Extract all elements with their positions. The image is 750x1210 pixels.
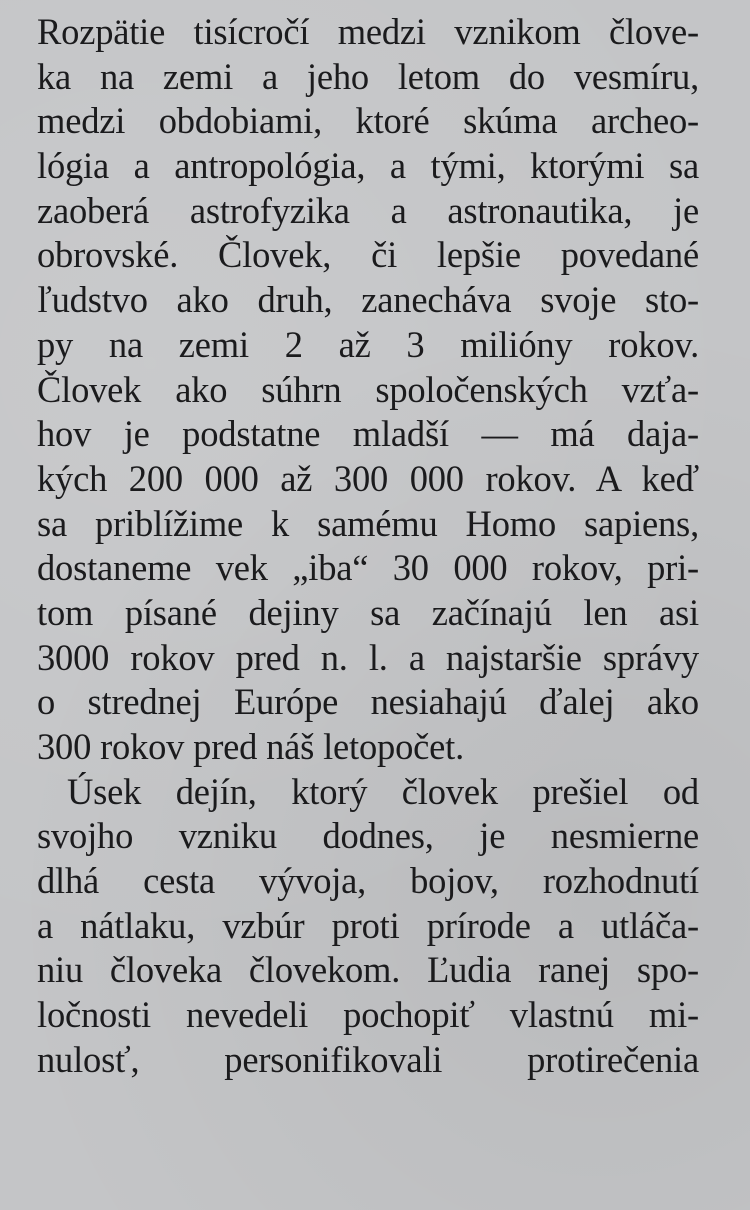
- text-line: ľudstvo ako druh, zanecháva svoje sto-: [37, 279, 699, 321]
- text-line: kých 200 000 až 300 000 rokov. A keď: [37, 457, 699, 499]
- text-line: a nátlaku, vzbúr proti prírode a utláča-: [37, 904, 699, 946]
- text-line: py na zemi 2 až 3 milióny rokov.: [37, 323, 699, 365]
- text-line: nulosť, personifikovali protirečenia: [37, 1038, 699, 1080]
- text-line: obrovské. Človek, či lepšie povedané: [37, 234, 699, 276]
- text-line: lógia a antropológia, a tými, ktorými sa: [37, 145, 699, 187]
- text-line: Človek ako súhrn spoločenských vzťa-: [37, 368, 699, 410]
- text-line: ločnosti nevedeli pochopiť vlastnú mi-: [37, 994, 699, 1036]
- body-text: [37, 10, 699, 1083]
- paragraph-1: [37, 10, 699, 770]
- text-line: ka na zemi a jeho letom do vesmíru,: [37, 55, 699, 97]
- text-line: svojho vzniku dodnes, je nesmierne: [37, 815, 699, 857]
- text-line: Úsek dejín, ktorý človek prešiel od: [67, 770, 699, 812]
- text-line: sa priblížime k samému Homo sapiens,: [37, 502, 699, 544]
- text-line: o strednej Európe nesiahajú ďalej ako: [37, 681, 699, 723]
- text-line: 300 rokov pred náš letopočet.: [37, 726, 465, 767]
- text-line: 3000 rokov pred n. l. a najstaršie správy: [37, 636, 699, 678]
- text-line: hov je podstatne mladší — má daja-: [37, 413, 699, 455]
- text-line: dlhá cesta vývoja, bojov, rozhodnutí: [37, 860, 699, 902]
- paragraph-2: [37, 770, 699, 1083]
- text-line: zaoberá astrofyzika a astronautika, je: [37, 189, 699, 231]
- text-line: tom písané dejiny sa začínajú len asi: [37, 591, 699, 633]
- text-line: niu človeka človekom. Ľudia ranej spo-: [37, 949, 699, 991]
- text-line: dostaneme vek „iba“ 30 000 rokov, pri-: [37, 547, 699, 589]
- text-line: Rozpätie tisícročí medzi vznikom člove-: [37, 11, 699, 52]
- text-line: medzi obdobiami, ktoré skúma archeo-: [37, 100, 699, 142]
